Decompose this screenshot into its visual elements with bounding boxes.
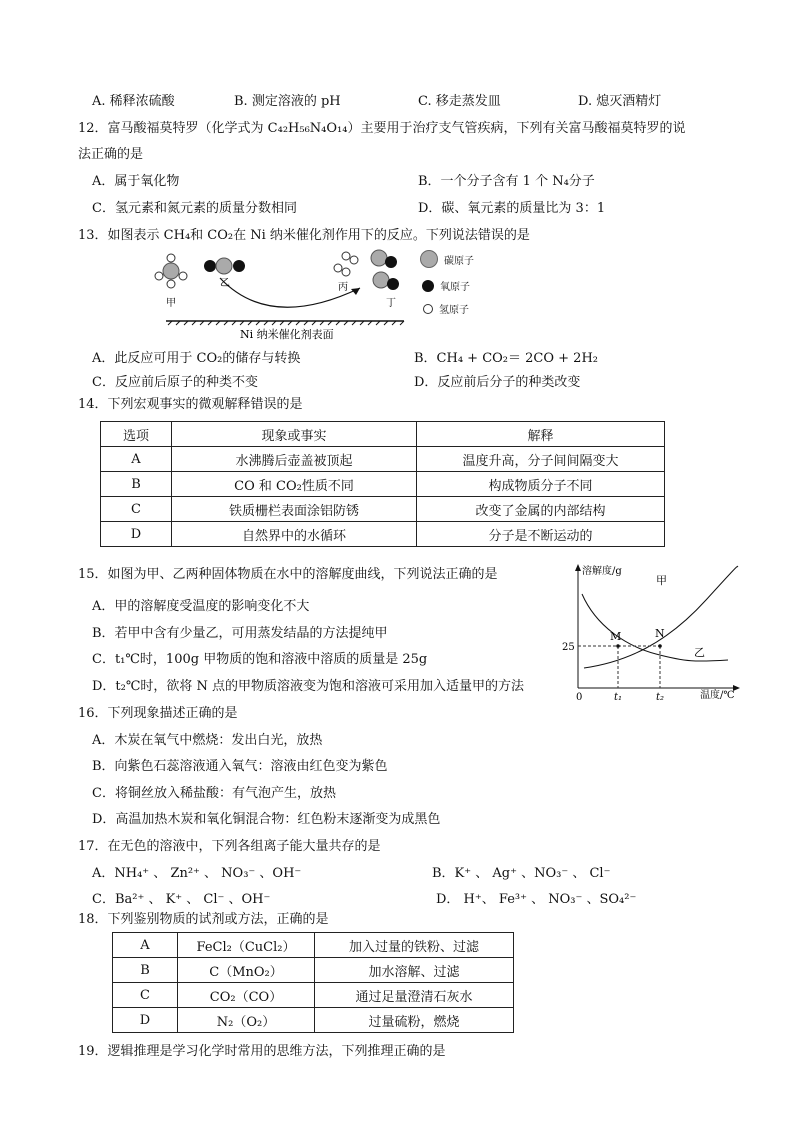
chart-ytick: 25 <box>562 642 575 653</box>
q12-option-c: C．氢元素和氮元素的质量分数相同 <box>92 201 297 216</box>
table-row <box>101 497 665 522</box>
q17-stem: 17．在无色的溶液中，下列各组离子能大量共存的是 <box>78 839 381 854</box>
chart-xtick-t2: t₂ <box>656 692 665 703</box>
table-cell: 自然界中的水循环 <box>172 522 417 547</box>
q19-stem: 19．逻辑推理是学习化学时常用的思维方法，下列推理正确的是 <box>78 1044 446 1059</box>
table-cell: B <box>101 472 172 497</box>
q14-stem: 14．下列宏观事实的微观解释错误的是 <box>78 397 303 412</box>
table-row <box>101 522 665 547</box>
q15-option-b: B．若甲中含有少量乙，可用蒸发结晶的方法提纯甲 <box>92 626 388 641</box>
legend-hydrogen-label: 氢原子 <box>439 305 469 316</box>
table-cell: 铁质栅栏表面涂铝防锈 <box>172 497 417 522</box>
q12-option-a: A．属于氧化物 <box>92 174 180 189</box>
q17-option-a: A．NH₄⁺ 、 Zn²⁺ 、 NO₃⁻ 、OH⁻ <box>92 866 302 881</box>
table-cell: C（MnO₂） <box>178 958 315 983</box>
q17-option-c: C．Ba²⁺ 、 K⁺ 、 Cl⁻ 、OH⁻ <box>92 892 271 907</box>
table-cell: C <box>113 983 178 1008</box>
catalyst-surface-label: Ni 纳米催化剂表面 <box>240 328 334 341</box>
table-row <box>101 472 665 497</box>
legend-oxygen <box>422 278 470 293</box>
q14-header-row <box>101 422 665 447</box>
table-cell: B <box>113 958 178 983</box>
table-cell: 温度升高，分子间间隔变大 <box>417 447 665 472</box>
q12-stem-line2: 法正确的是 <box>78 147 144 162</box>
table-cell: 改变了金属的内部结构 <box>417 497 665 522</box>
table-cell: CO 和 CO₂性质不同 <box>172 472 417 497</box>
carbon-atom-icon <box>420 250 438 268</box>
q12-option-d: D．碳、氧元素的质量比为 3：1 <box>418 201 606 216</box>
label-bing: 丙 <box>338 282 348 293</box>
hydrogen-atom-icon <box>423 304 433 314</box>
molecule-ding <box>371 250 399 290</box>
table-row <box>113 983 514 1008</box>
q12-stem-line1: 12．富马酸福莫特罗（化学式为 C₄₂H₅₆N₄O₁₄）主要用于治疗支气管疾病，下列有关富马酸福莫特罗的说 <box>78 121 686 136</box>
q18-table <box>112 932 514 1033</box>
molecule-bing <box>334 252 358 276</box>
q11-option-b: B. 测定溶液的 pH <box>234 94 341 109</box>
chart-origin: 0 <box>576 692 583 703</box>
table-cell: 通过足量澄清石灰水 <box>315 983 514 1008</box>
q14-header-cell: 现象或事实 <box>172 422 417 447</box>
q16-stem: 16．下列现象描述正确的是 <box>78 706 238 721</box>
q17-option-d: D． H⁺、 Fe³⁺ 、 NO₃⁻ 、SO₄²⁻ <box>436 892 637 907</box>
table-row <box>113 1008 514 1033</box>
solubility-curve-chart <box>556 560 752 706</box>
label-ding: 丁 <box>386 298 396 309</box>
q16-option-d: D．高温加热木炭和氧化铜混合物：红色粉末逐渐变为成黑色 <box>92 812 441 827</box>
q12-option-b: B．一个分子含有 1 个 N₄分子 <box>418 174 595 189</box>
q13-option-d: D．反应前后分子的种类改变 <box>414 375 581 390</box>
q11-option-a: A. 稀释浓硫酸 <box>92 94 175 109</box>
table-row <box>113 958 514 983</box>
table-cell: 加入过量的铁粉、过滤 <box>315 933 514 958</box>
point-n <box>658 644 662 648</box>
q16-option-a: A．木炭在氧气中燃烧：发出白光，放热 <box>92 733 323 748</box>
q14-header-cell: 选项 <box>101 422 172 447</box>
point-n-label: N <box>655 627 665 640</box>
curve-jia-label: 甲 <box>656 574 667 587</box>
q14-table <box>100 421 665 547</box>
table-row <box>101 447 665 472</box>
q15-option-c: C．t₁℃时，100g 甲物质的饱和溶液中溶质的质量是 25g <box>92 652 428 667</box>
q16-option-c: C．将铜丝放入稀盐酸：有气泡产生，放热 <box>92 786 336 801</box>
q13-stem: 13．如图表示 CH₄和 CO₂在 Ni 纳米催化剂作用下的反应。下列说法错误的是 <box>78 228 530 243</box>
chart-xlabel: 温度/℃ <box>700 690 735 701</box>
table-cell: 分子是不断运动的 <box>417 522 665 547</box>
q11-option-c: C. 移走蒸发皿 <box>418 94 501 109</box>
table-cell: 水沸腾后壶盖被顶起 <box>172 447 417 472</box>
molecule-jia <box>155 254 187 288</box>
table-cell: N₂（O₂） <box>178 1008 315 1033</box>
curve-yi-label: 乙 <box>694 646 705 659</box>
q13-option-a: A．此反应可用于 CO₂的储存与转换 <box>92 351 301 366</box>
q14-header-cell: 解释 <box>417 422 665 447</box>
q17-option-b: B．K⁺ 、 Ag⁺ 、NO₃⁻ 、 Cl⁻ <box>432 866 611 881</box>
table-cell: D <box>113 1008 178 1033</box>
point-m <box>616 644 620 648</box>
q13-option-b: B．CH₄ + CO₂＝ 2CO + 2H₂ <box>414 351 599 366</box>
table-cell: A <box>101 447 172 472</box>
table-cell: 构成物质分子不同 <box>417 472 665 497</box>
table-cell: 加水溶解、过滤 <box>315 958 514 983</box>
q11-option-d: D. 熄灭酒精灯 <box>578 94 662 109</box>
q13-option-c: C．反应前后原子的种类不变 <box>92 375 258 390</box>
table-cell: FeCl₂（CuCl₂） <box>178 933 315 958</box>
q18-stem: 18．下列鉴别物质的试剂或方法，正确的是 <box>78 912 329 927</box>
table-cell: C <box>101 497 172 522</box>
table-cell: A <box>113 933 178 958</box>
q15-stem: 15．如图为甲、乙两种固体物质在水中的溶解度曲线，下列说法正确的是 <box>78 567 498 582</box>
table-cell: D <box>101 522 172 547</box>
chart-xtick-t1: t₁ <box>614 692 623 703</box>
reaction-diagram <box>150 246 410 346</box>
q15-option-a: A．甲的溶解度受温度的影响变化不大 <box>92 599 310 614</box>
q16-option-b: B．向紫色石蕊溶液通入氧气：溶液由红色变为紫色 <box>92 759 388 774</box>
legend-carbon-label: 碳原子 <box>444 255 474 267</box>
label-yi: 乙 <box>220 278 230 289</box>
table-cell: CO₂（CO） <box>178 983 315 1008</box>
table-row <box>113 933 514 958</box>
label-jia: 甲 <box>166 298 176 309</box>
legend-hydrogen <box>423 301 469 316</box>
chart-ylabel: 溶解度/g <box>582 566 622 577</box>
oxygen-atom-icon <box>422 280 434 292</box>
legend-oxygen-label: 氧原子 <box>440 282 470 293</box>
point-m-label: M <box>610 630 622 643</box>
q15-option-d: D．t₂℃时，欲将 N 点的甲物质溶液变为饱和溶液可采用加入适量甲的方法 <box>92 679 525 694</box>
molecule-yi <box>204 258 245 274</box>
table-cell: 过量硫粉，燃烧 <box>315 1008 514 1033</box>
legend-carbon <box>420 250 474 268</box>
